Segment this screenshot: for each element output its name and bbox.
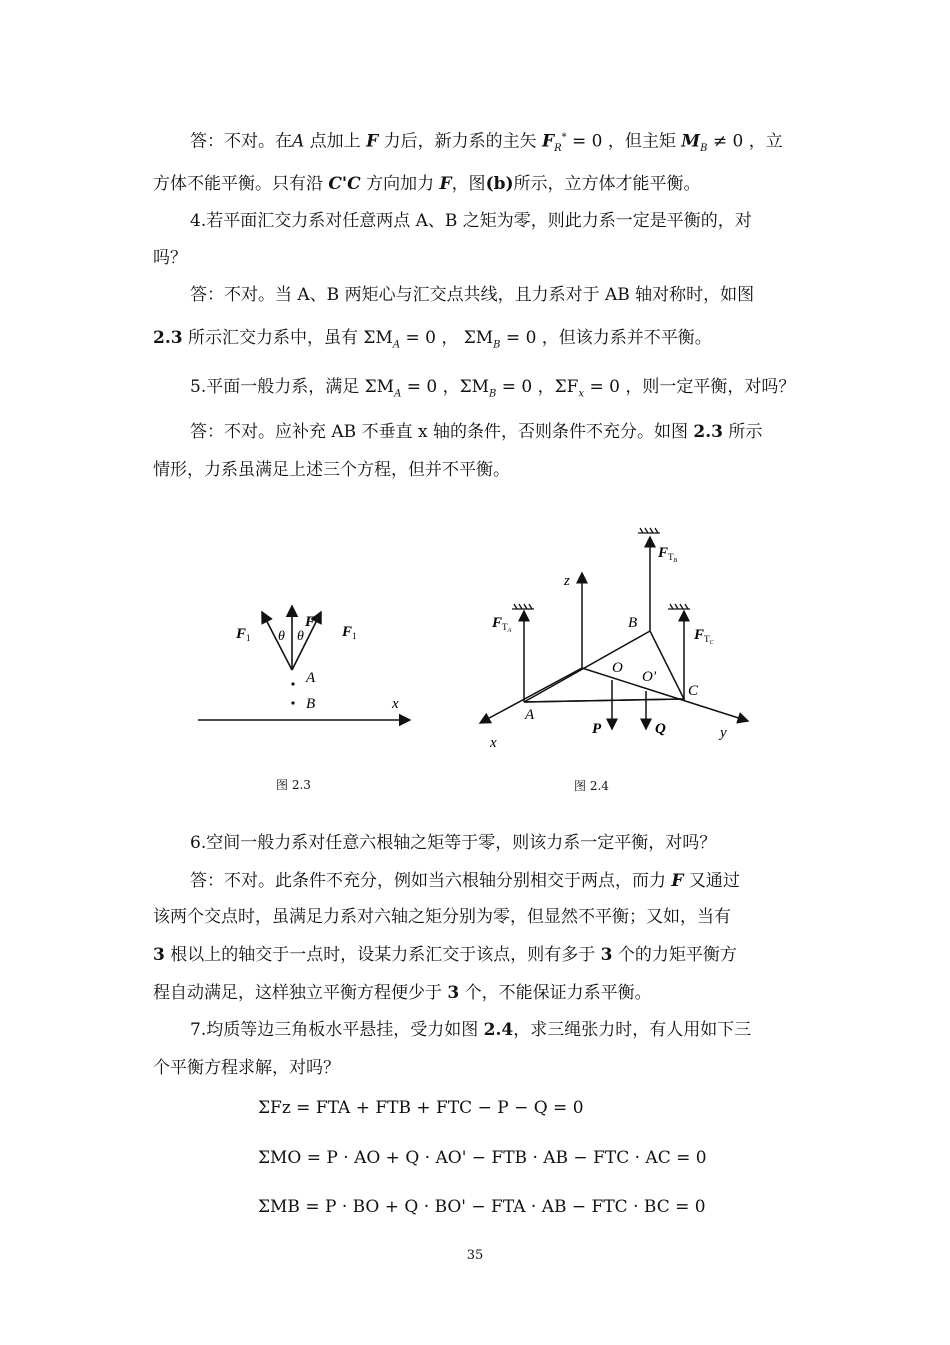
label-z: z <box>564 573 570 589</box>
figure-2-4 <box>470 525 760 755</box>
question-6: 6.空间一般力系对任意六根轴之矩等于零，则该力系一定平衡，对吗？ <box>190 833 717 853</box>
label-theta-1: θ <box>278 629 285 644</box>
label-p: P <box>592 721 602 737</box>
answer-6-line-4: 程自动满足，这样独立平衡方程便少于 3 个，不能保证力系平衡。 <box>153 983 652 1003</box>
question-7-line-2: 个平衡方程求解，对吗？ <box>153 1058 340 1078</box>
label-theta-2: θ <box>297 629 304 644</box>
figure-2-3-caption: 图 2.3 <box>276 778 311 792</box>
label-x: x <box>490 735 497 751</box>
page-number: 35 <box>466 1248 484 1263</box>
label-ftc: $F_TC$ <box>694 627 714 646</box>
ceiling-supports <box>512 528 690 609</box>
label-fta: $F_TA$ <box>492 615 512 634</box>
label-y: y <box>720 725 727 741</box>
answer-5-line-1: 答：不对。应补充 AB 不垂直 x 轴的条件，否则条件不充分。如图 2.3 所示 <box>190 422 763 442</box>
equation-1: ΣFz = FTA + FTB + FTC − P − Q = 0 <box>258 1098 584 1118</box>
label-o: O <box>612 660 623 676</box>
point-b <box>291 701 294 704</box>
question-5: 5.平面一般力系，满足 $\Sigma M_A = 0$ ，$\Sigma M_B = 0$ ，$\Sigma F_x = 0$ ，则一定平衡，对吗？ <box>190 377 796 400</box>
label-a: A <box>525 707 535 723</box>
label-ftb: $F_TB$ <box>658 545 678 564</box>
answer-6-line-1: 答：不对。此条件不充分，例如当六根轴分别相交于两点，而力 F 又通过 <box>190 871 740 891</box>
equation-3: ΣMB = P · BO + Q · BO' − FTA · AB − FTC · BC = 0 <box>258 1197 706 1217</box>
label-q: Q <box>655 721 666 737</box>
answer-5-line-2: 情形，力系虽满足上述三个方程，但并不平衡。 <box>153 460 510 480</box>
label-b: B <box>628 615 638 631</box>
answer-4-line-2: 2.3 所示汇交力系中，虽有 $\Sigma M_A = 0$ ， $\Sigma M_B = 0$ ，但该力系并不平衡。 <box>153 328 712 351</box>
question-7-line-1: 7.均质等边三角板水平悬挂，受力如图 2.4，求三绳张力时，有人用如下三 <box>190 1020 752 1040</box>
label-o-prime: O' <box>642 669 657 685</box>
label-a: A <box>306 670 316 686</box>
label-x: x <box>392 696 399 712</box>
label-c: C <box>688 683 699 699</box>
structure-lines <box>480 537 748 729</box>
label-f1-left: $F_1$ <box>236 626 251 643</box>
answer-6-line-2: 该两个交点时，虽满足力系对六轴之矩分别为零，但显然不平衡；又如，当有 <box>153 907 731 927</box>
equation-2: ΣMO = P · AO + Q · AO' − FTB · AB − FTC · AC = 0 <box>258 1148 707 1168</box>
label-f1-right: $F_1$ <box>342 624 357 641</box>
label-f: F <box>305 614 316 630</box>
figure-2-3 <box>190 590 420 740</box>
answer-3-line-2: 方体不能平衡。只有沿 C'C 方向加力 F，图(b)所示，立方体才能平衡。 <box>153 174 701 194</box>
question-4-line-2: 吗？ <box>153 248 187 268</box>
label-b: B <box>306 696 316 712</box>
answer-3-line-1: 答：不对。在A 点加上 F 力后，新力系的主矢 $F_R^* = 0$ ，但主矩 $M_B \ne 0$ ，立 <box>190 131 783 155</box>
point-a <box>291 682 294 685</box>
question-4-line-1: 4.若平面汇交力系对任意两点 A、B 之矩为零，则此力系一定是平衡的，对 <box>190 211 752 231</box>
answer-6-line-3: 3 根以上的轴交于一点时，设某力系汇交于该点，则有多于 3 个的力矩平衡方 <box>153 945 737 965</box>
answer-4-line-1: 答：不对。当 A、B 两矩心与汇交点共线，且力系对于 AB 轴对称时，如图 <box>190 285 755 305</box>
figure-2-4-caption: 图 2.4 <box>574 779 609 793</box>
